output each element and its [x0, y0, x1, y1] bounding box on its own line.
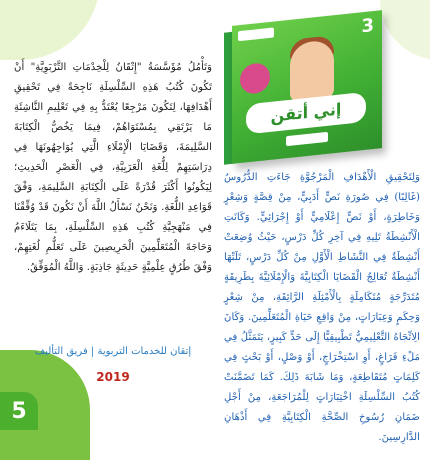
- closing-line: وَاللَّهُ الْمُوَفِّقُ.: [26, 262, 84, 273]
- publication-year: 2019: [96, 370, 130, 384]
- boy-illustration: [290, 39, 334, 102]
- corner-decoration: [0, 0, 100, 60]
- book-decoration: [240, 62, 270, 95]
- paragraph-1: وَتَأْمُلُ مُؤَسَّسَةُ "إِتْقَانُ لِلْخِدْمَاتِ التَّرْبَوِيَّةِ" أَنْ تَكُونَ كُتُبُ هَذِهِ السِّلْسِلَةِ نَاجِحَةً فِي تَحْقِيقِ أَهْدَافِهَا، لِتَكُونَ مَرْجِعًا يُعْتَدُّ بِهِ فِي تَعْلِيمِ النَّاشِئَةِ مَا يَرْتَقِي بِمُسْتَوَاهُمْ، فِيمَا يَخُصُّ الْكِتَابَةَ السَّلِيمَةَ، وَقَضَايَا الْإِمْلَاءِ الَّتِي يُوَاجِهُونَهَا فِي دِرَاسَتِهِمْ لِلُّغَةِ الْعَرَبِيَّةِ، فِي الْعَصْرِ الْحَدِيثِ؛ لِيَكُونُوا أَكْثَرَ قُدْرَةً عَلَى الْكِتَابَةِ السَّلِيمَةِ، وَفْقَ قَوَاعِدِ اللُّغَةِ.: [14, 62, 212, 213]
- book-cover-image: [232, 10, 382, 164]
- left-text-column: [14, 58, 212, 278]
- author-signature: إتقان للخدمات التربوية | فريق التأليف: [34, 346, 192, 357]
- book-label: [286, 132, 328, 146]
- page-number: 5: [0, 392, 38, 430]
- book-series-number: 3: [361, 14, 374, 38]
- paragraph-2: وَنَحْنُ نَسْأَلُ اللَّهَ أَنْ نَكُونَ قَدْ وُفِّقْنَا فِي مَنْهَجِيَّةِ كُتُبِ هَذِهِ السِّلْسِلَةِ، بِمَا يَتَلَاءَمُ وَحَاجَةَ الْمُتَعَلِّمِينَ الْحَرِيصِينَ عَلَى تَعَلُّمِ لُغَتِهِمْ، وَفْقَ طُرُقٍ عِلْمِيَّةٍ حَدِيثَةٍ جَاذِبَةٍ.: [14, 202, 212, 273]
- book-title: إني أتقن: [246, 92, 366, 135]
- series-logo: [238, 27, 274, 41]
- paragraph-right: وَلِتَحْقِيقِ الْأَهْدَافِ الْمَرْجُوَّةِ جَاءَتِ الدُّرُوسُ (غَالِبًا) فِي صُورَةِ نَصٍّ أَدَبِيٍّ، مِنْ قِصَّةٍ وَشِعْرٍ وَخَاطِرَةٍ، أَوْ نَصٍّ إِعْلَامِيٍّ أَوْ إِجْرَائِيٍّ. وَكَانَتِ الْأَنْشِطَةُ تَلِيهِ فِي آخِرِ كُلِّ دَرْسٍ، حَيْثُ وُضِعَتْ أَنْشِطَةٌ فِي النَّشَاطِ الْأَوَّلِ مِنْ كُلِّ دَرْسٍ، تَلَتْهَا أَنْشِطَةٌ تُعَالِجُ الْقَضَايَا الْكِتَابِيَّةَ وَالْإِمْلَائِيَّةَ بِطَرِيقَةٍ مُتَدَرِّجَةٍ مُتَكَامِلَةٍ بِالْأَمْثِلَةِ الرَّائِقَةِ، مِنْ شِعْرٍ وَحِكَمٍ وَعِبَارَاتٍ، مِنْ وَاقِعِ حَيَاةِ الْمُتَعَلِّمِينَ. وَكَانَ الِاتِّجَاهُ التَّعْلِيمِيُّ تَطْبِيقِيًّا إِلَى حَدٍّ كَبِيرٍ، يَتَمَثَّلُ فِي مَلْءِ فَرَاغٍ، أَوِ اسْتِخْرَاجٍ، أَوْ وَصْلٍ، أَوْ بَحْثٍ فِي كَلِمَاتٍ مُتَقَاطِعَةٍ، وَمَا شَابَهَ ذَلِكَ. كَمَا تَضَمَّنَتْ كُتُبُ السِّلْسِلَةِ اخْتِبَارَاتٍ لِلْمُرَاجَعَةِ، مِنْ أَجْلِ ضَمَانِ رُسُوخِ الصِّحَّةِ الْكِتَابِيَّةِ فِي أَذْهَانِ الدَّارِسِينَ.: [224, 172, 420, 443]
- corner-decoration: [380, 0, 430, 60]
- right-text-column: [224, 168, 420, 448]
- book-cover: [232, 10, 382, 164]
